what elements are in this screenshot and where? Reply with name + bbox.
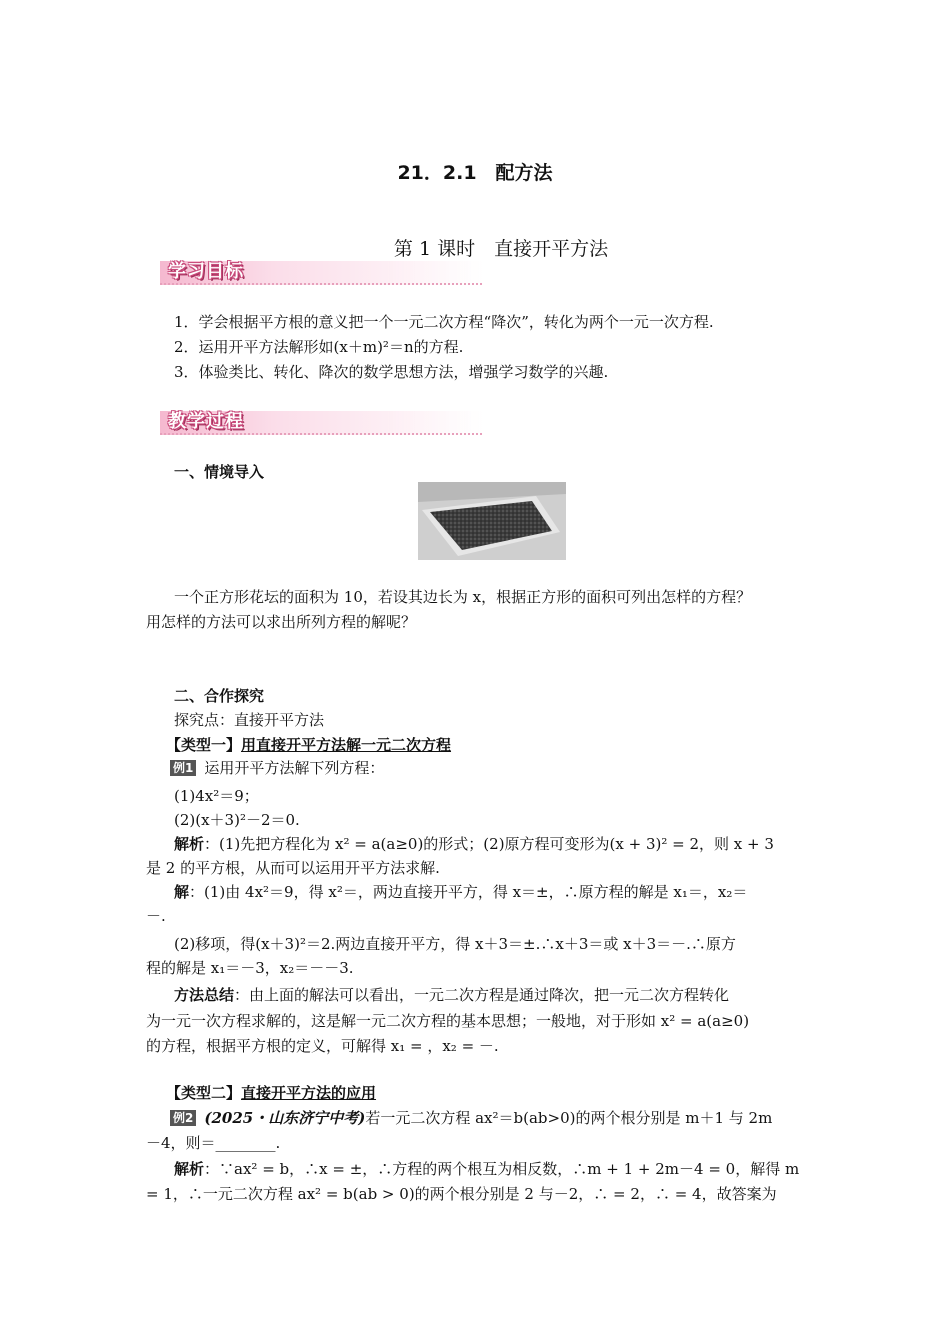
- type1-heading: [166, 733, 826, 757]
- summary-line: 的方程，根据平方根的定义，可解得 x₁ = ，x₂ = －.: [146, 1037, 499, 1055]
- page-subtitle: 第 1 课时 直接开平方法: [393, 238, 609, 260]
- analysis1-line: [174, 832, 834, 856]
- process-banner-label: 教学过程: [168, 411, 244, 432]
- section1-text: 用怎样的方法可以求出所列方程的解呢？: [146, 613, 417, 631]
- goals-banner: [160, 261, 482, 285]
- example2-text: 若一元二次方程 ax²＝b(ab>0)的两个根分别是 m＋1 与 2m: [365, 1109, 773, 1127]
- analysis-label: 解析: [174, 835, 205, 853]
- section1-text: 一个正方形花坛的面积为 10，若设其边长为 x，根据正方形的面积可列出怎样的方程？: [174, 588, 752, 606]
- example2-line: [170, 1106, 830, 1130]
- type2-heading: [166, 1081, 826, 1105]
- example1-question: (2)(x＋3)²－2＝0.: [174, 811, 300, 829]
- analysis-label: 解析: [174, 1160, 205, 1178]
- summary-line: [174, 983, 834, 1007]
- flower-bed-photo: [418, 482, 566, 560]
- type1-title: 用直接开平方法解一元二次方程: [241, 736, 452, 754]
- explore-point: 探究点：直接开平方法: [174, 711, 325, 729]
- example1-question: (1)4x²＝9；: [174, 787, 259, 805]
- analysis1-line: 是 2 的平方根，从而可以运用开平方法求解.: [146, 859, 440, 877]
- example1-badge: 例1: [170, 760, 196, 776]
- type2-tag: 【类型二】: [166, 1084, 242, 1102]
- solution1-text: ：(1)由 4x²＝9，得 x²＝，两边直接开平方，得 x＝±，∴原方程的解是 x₁＝，x₂＝: [189, 883, 748, 901]
- example1-prompt: [170, 756, 830, 780]
- example2-line: －4，则＝________.: [146, 1134, 281, 1152]
- analysis2-line: [174, 1157, 834, 1181]
- goal-item: 2．运用开平方法解形如(x＋m)²＝n的方程.: [174, 338, 464, 356]
- summary-text: ：由上面的解法可以看出，一元二次方程是通过降次，把一元二次方程转化: [234, 986, 730, 1004]
- solution1-line: －.: [146, 907, 166, 925]
- analysis1-text: ：(1)先把方程化为 x² = a(a≥0)的形式；(2)原方程可变形为(x + 3)² = 2，则 x + 3: [204, 835, 774, 853]
- type2-title: 直接开平方法的应用: [241, 1084, 377, 1102]
- solution2-line: 程的解是 x₁＝－3，x₂＝－－3.: [146, 959, 354, 977]
- process-banner: [160, 411, 482, 435]
- page-title: 21．2.1 配方法: [397, 162, 553, 184]
- solution1-line: [174, 880, 834, 904]
- solution2-line: (2)移项，得(x＋3)²＝2.两边直接开平方，得 x＋3＝±.∴x＋3＝或 x＋3＝－.∴原方: [174, 935, 736, 953]
- section1-heading: 一、情境导入: [174, 463, 265, 481]
- solution-label: 解: [174, 883, 190, 901]
- example1-prompt-text: 运用开平方法解下列方程：: [204, 759, 385, 777]
- example2-source: (2025・山东济宁中考): [204, 1109, 366, 1127]
- goal-item: 3．体验类比、转化、降次的数学思想方法，增强学习数学的兴趣.: [174, 363, 609, 381]
- analysis2-text: ：∵ax² = b，∴x = ±，∴方程的两个根互为相反数，∴m + 1 + 2m－4 = 0，解得 m: [204, 1160, 800, 1178]
- summary-label: 方法总结: [174, 986, 235, 1004]
- type1-tag: 【类型一】: [166, 736, 242, 754]
- goals-banner-label: 学习目标: [168, 261, 244, 282]
- section2-heading: 二、合作探究: [174, 687, 265, 705]
- analysis2-line: = 1，∴一元二次方程 ax² = b(ab > 0)的两个根分别是 2 与－2，∴ = 2，∴ = 4，故答案为: [146, 1185, 777, 1203]
- summary-line: 为一元一次方程求解的，这是解一元二次方程的基本思想；一般地，对于形如 x² = a(a≥0): [146, 1012, 750, 1030]
- goal-item: 1．学会根据平方根的意义把一个一元二次方程“降次”，转化为两个一元一次方程.: [174, 313, 714, 331]
- example2-badge: 例2: [170, 1110, 196, 1126]
